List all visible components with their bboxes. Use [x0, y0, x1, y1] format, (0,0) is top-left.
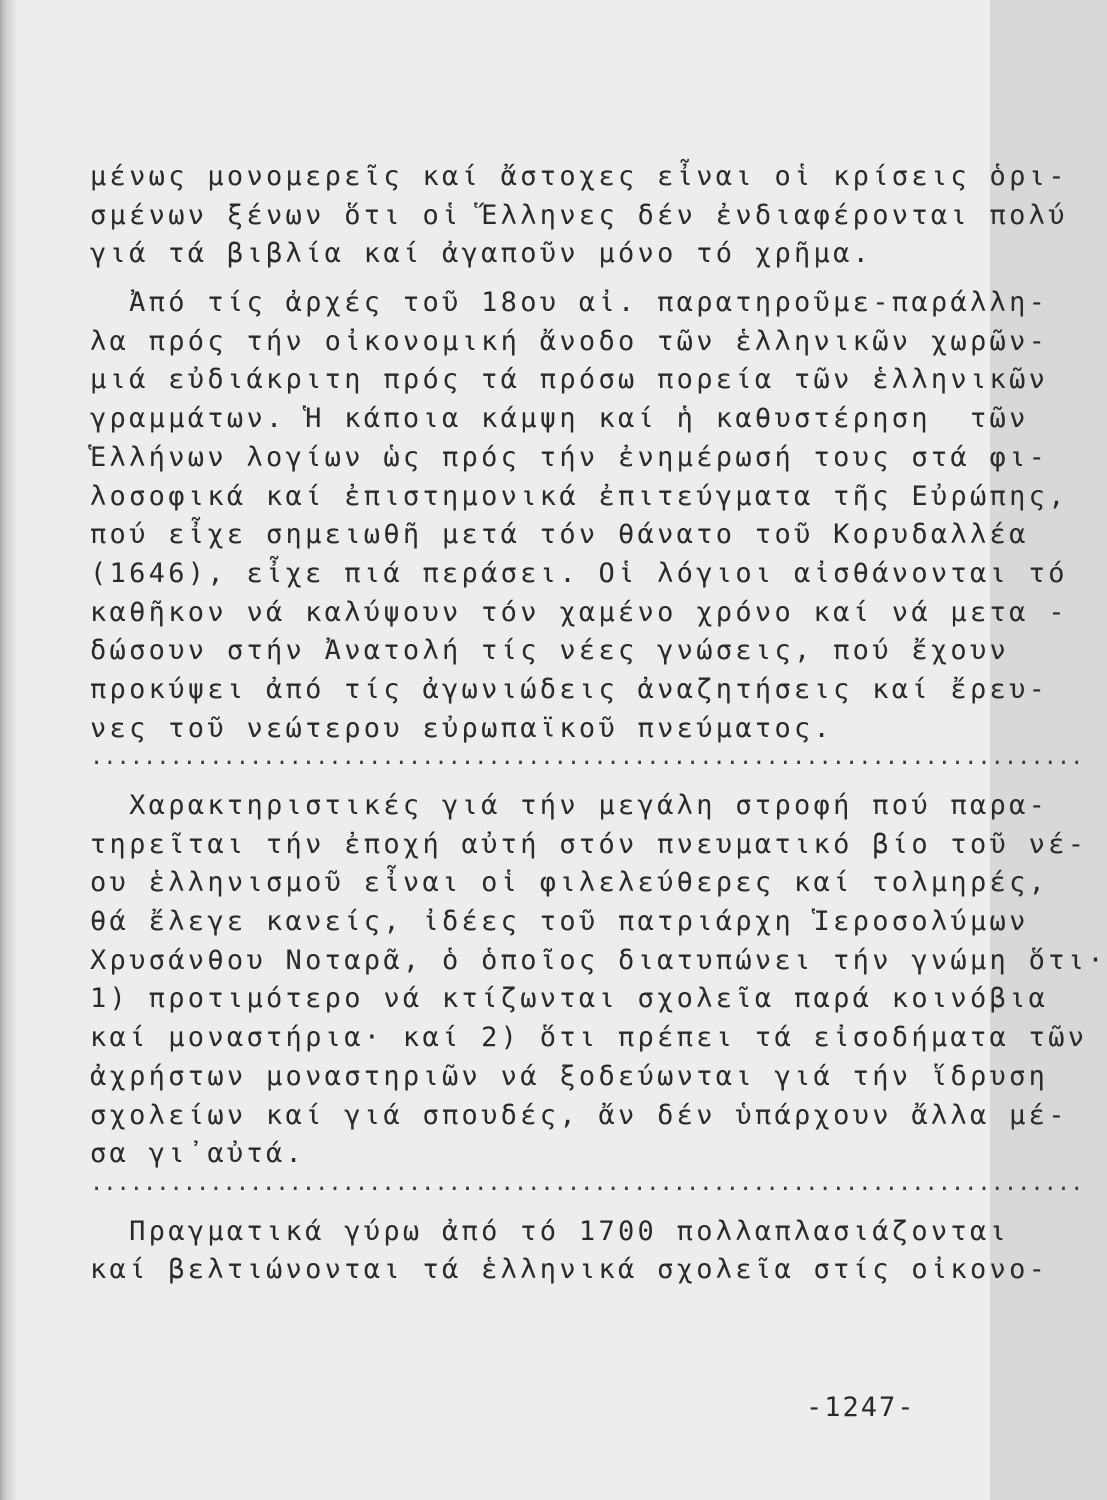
- paragraph-4: [90, 1213, 1049, 1290]
- text-line: προκύψει ἀπό τίς ἀγωνιώδεις ἀναζητήσεις καί ἔρευ-: [90, 673, 1049, 705]
- text-line: Ἑλλήνων λογίων ὡς πρός τήν ἐνημέρωσή τους στά φι-: [90, 441, 1049, 473]
- page-binding-edge: [0, 0, 18, 1500]
- text-line: καθῆκον νά καλύψουν τόν χαμένο χρόνο καί νά μετα -: [90, 596, 1068, 628]
- text-line: καί μοναστήρια· καί 2) ὅτι πρέπει τά εἰσοδήματα τῶν: [90, 1022, 1088, 1054]
- text-line: Πραγματικά γύρω ἀπό τό 1700 πολλαπλασιάζονται: [90, 1215, 1010, 1247]
- dotted-separator: ...........................................................................: [90, 745, 1084, 771]
- text-line: τηρεῖται τήν ἐποχή αὐτή στόν πνευματικό βίο τοῦ νέ-: [90, 828, 1088, 860]
- text-line: (1646), εἶχε πιά περάσει. Οἱ λόγιοι αἰσθάνονται τό: [90, 557, 1068, 589]
- text-line: ἀχρήστων μοναστηριῶν νά ξοδεύωνται γιά τήν ἵδρυση: [90, 1060, 1049, 1092]
- text-line: 1) προτιμότερο νά κτίζωνται σχολεῖα παρά κοινόβια: [90, 983, 1049, 1015]
- text-line: γιά τά βιβλία καί ἀγαποῦν μόνο τό χρῆμα.: [90, 238, 873, 270]
- text-line: μένως μονομερεῖς καί ἄστοχες εἶναι οἱ κρίσεις ὁρι-: [90, 161, 1068, 192]
- text-line: νες τοῦ νεώτερου εὐρωπαϊκοῦ πνεύματος.: [90, 712, 834, 744]
- page-number: -1247-: [806, 1392, 916, 1423]
- text-line: σα γι᾽αὐτά.: [90, 1138, 306, 1170]
- text-line: Χαρακτηριστικές γιά τήν μεγάλη στροφή πού παρα-: [90, 790, 1049, 821]
- text-line: ου ἑλληνισμοῦ εἶναι οἱ φιλελεύθερες καί τολμηρές,: [90, 867, 1049, 899]
- paragraph-3: [90, 787, 1107, 1174]
- text-line: δώσουν στήν Ἀνατολή τίς νέες γνώσεις, πού ἔχουν: [90, 635, 1010, 667]
- text-line: σμένων ξένων ὅτι οἱ Ἕλληνες δέν ἐνδιαφέρονται πολύ: [90, 199, 1068, 231]
- text-line: πού εἶχε σημειωθῆ μετά τόν θάνατο τοῦ Κορυδαλλέα: [90, 519, 1029, 551]
- text-line: Ἀπό τίς ἀρχές τοῦ 18ου αἰ. παρατηροῦμε-παράλλη-: [90, 287, 1049, 319]
- text-line: σχολείων καί γιά σπουδές, ἄν δέν ὑπάρχουν ἄλλα μέ-: [90, 1099, 1068, 1131]
- text-line: γραμμάτων. Ἡ κάποια κάμψη καί ἡ καθυστέρηση τῶν: [90, 403, 1029, 435]
- paragraph-1: [90, 158, 1068, 274]
- paragraph-gap: [90, 274, 945, 284]
- text-line: λοσοφικά καί ἐπιστημονικά ἐπιτεύγματα τῆς Εὐρώπης,: [90, 480, 1068, 512]
- text-line: θά ἔλεγε κανείς, ἰδέες τοῦ πατριάρχη Ἱεροσολύμων: [90, 906, 1029, 938]
- text-line: λα πρός τήν οἰκονομική ἄνοδο τῶν ἑλληνικῶν χωρῶν-: [90, 325, 1049, 357]
- paragraph-2: [90, 284, 1068, 748]
- text-line: Χρυσάνθου Νοταρᾶ, ὁ ὁποῖος διατυπώνει τήν γνώμη ὅτι·: [90, 944, 1107, 976]
- body-text: [90, 158, 1107, 1290]
- text-line: μιά εὐδιάκριτη πρός τά πρόσω πορεία τῶν ἑλληνικῶν: [90, 364, 1049, 396]
- text-line: καί βελτιώνονται τά ἑλληνικά σχολεῖα στίς οἰκονο-: [90, 1254, 1049, 1286]
- dotted-separator: ...........................................................................: [90, 1170, 1084, 1196]
